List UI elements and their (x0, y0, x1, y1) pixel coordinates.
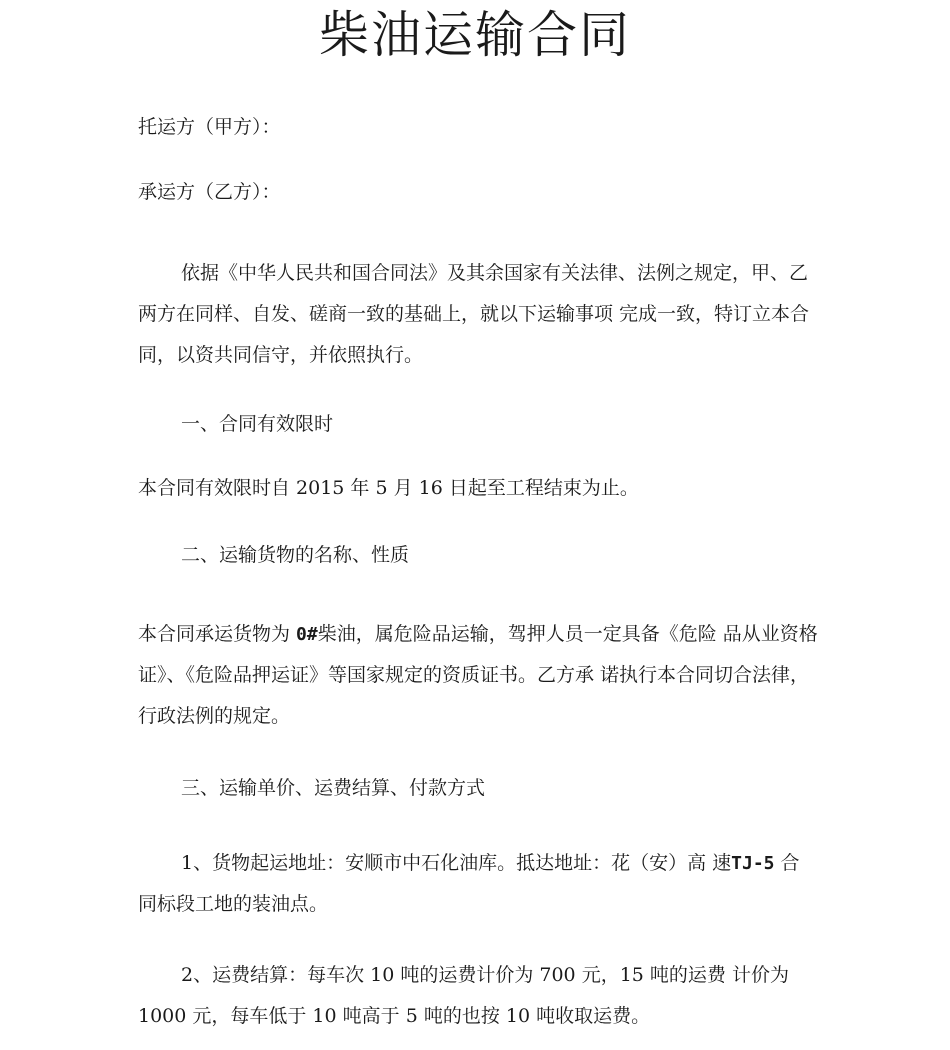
section2-body-prefix: 本合同承运货物为 (138, 623, 297, 645)
party-a-label: 托运方（甲方）： (138, 116, 281, 138)
section3-item1-suffix: 合同标段工地的装油点。 (138, 852, 800, 915)
section3-item1 (138, 843, 818, 925)
section1-heading: 一、合同有效限时 (181, 413, 334, 435)
section3-item2: 2、运费结算：每车次 10 吨的运费计价为 700 元，15 吨的运费 计价为 1000 元，每车低于 10 吨高于 5 吨的也按 10 吨收取运费。 (138, 964, 789, 1027)
section-code: TJ-5 (731, 853, 775, 874)
document-title: 柴油运输合同 (319, 6, 631, 64)
section3-heading: 三、运输单价、运费结算、付款方式 (181, 777, 486, 799)
fuel-code: 0# (296, 624, 318, 645)
section1-body: 本合同有效限时自 2015 年 5 月 16 日起至工程结束为止。 (138, 477, 639, 499)
party-b-label: 承运方（乙方）： (138, 181, 281, 203)
preamble-paragraph: 依据《中华人民共和国合同法》及其余国家有关法律、法例之规定，甲、乙两方在同样、自发、磋商一致的基础上，就以下运输事项 完成一致，特订立本合同，以资共同信守，并依照执行。 (138, 262, 810, 366)
section2-body (138, 614, 818, 737)
section2-heading: 二、运输货物的名称、性质 (181, 544, 410, 566)
section3-item1-prefix: 1、货物起运地址：安顺市中石化油库。抵达地址：花（安）高 速 (181, 852, 732, 874)
section2-body-rest: 柴油，属危险品运输，驾押人员一定具备《危险 品从业资格证》、《危险品押运证》等国家规定的资质证书。乙方承 诺执行本合同切合法律，行政法例的规定。 (138, 623, 818, 727)
